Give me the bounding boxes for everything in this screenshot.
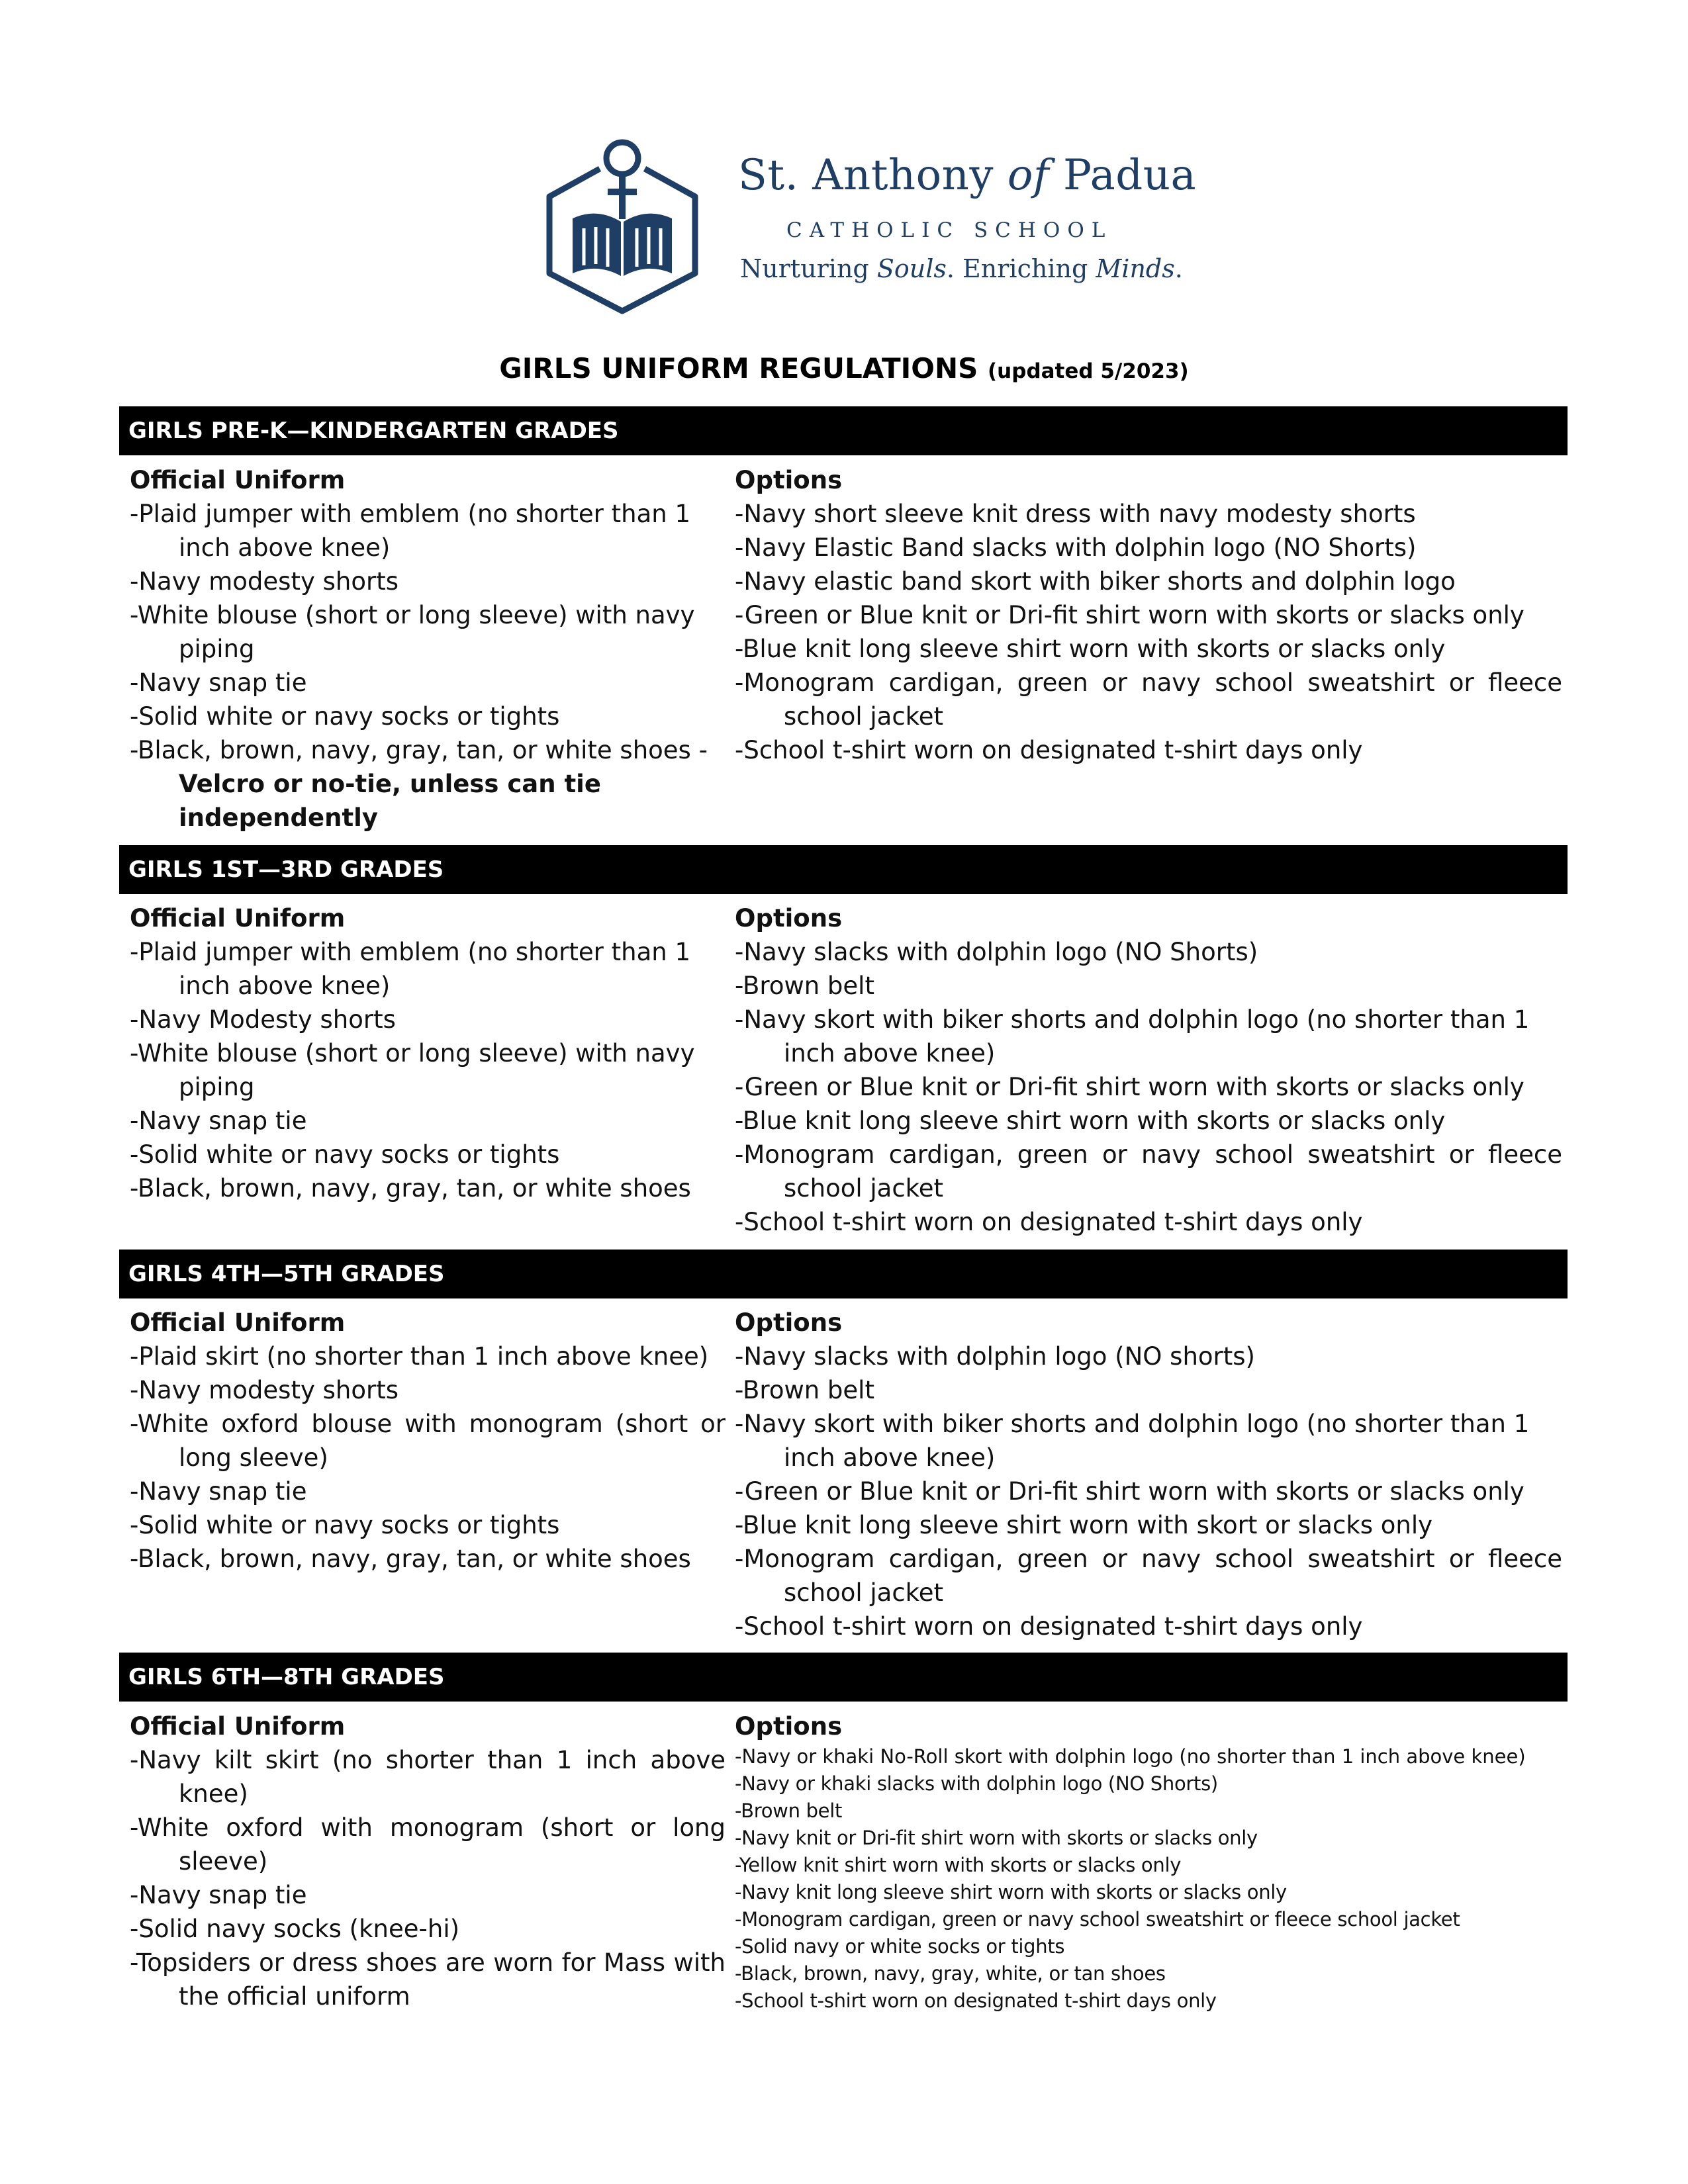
list-item: -Navy snap tie [130, 1107, 307, 1135]
list-item: -Green or Blue knit or Dri-fit shirt worn with skorts or slacks only [735, 601, 1524, 629]
list-item: -Navy knit or Dri-fit shirt worn with skorts or slacks only [735, 1827, 1258, 1849]
section-heading-1st-3rd: GIRLS 1ST—3RD GRADES [119, 845, 1568, 894]
list-item: -Black, brown, navy, gray, tan, or white shoes - Velcro or no-tie, unless can tie independently [130, 736, 708, 832]
official-uniform-heading: Official Uniform [130, 1308, 346, 1337]
list-item: -Blue knit long sleeve shirt worn with skorts or slacks only [735, 635, 1446, 663]
options-heading: Options [735, 904, 843, 933]
list-item: -Blue knit long sleeve shirt worn with skort or slacks only [735, 1511, 1433, 1539]
list-item: -Blue knit long sleeve shirt worn with skorts or slacks only [735, 1107, 1446, 1135]
list-item: -Black, brown, navy, gray, tan, or white shoes [130, 1545, 691, 1573]
list-item: -Topsiders or dress shoes are worn for Mass with the official uniform [130, 1948, 726, 2011]
options-list-4th-5th [735, 1306, 1562, 1643]
list-item: -Plaid jumper with emblem (no shorter than 1 inch above knee) [130, 500, 691, 562]
list-item: -Navy or khaki No-Roll skort with dolphin logo (no shorter than 1 inch above knee) [735, 1745, 1526, 1768]
list-item: -Navy or khaki slacks with dolphin logo (NO Shorts) [735, 1772, 1218, 1795]
list-item: -Green or Blue knit or Dri-fit shirt worn with skorts or slacks only [735, 1477, 1524, 1506]
list-item: -Green or Blue knit or Dri-fit shirt worn with skorts or slacks only [735, 1073, 1524, 1101]
options-list-prek-k [735, 463, 1562, 767]
list-item: -Navy short sleeve knit dress with navy modesty shorts [735, 500, 1416, 528]
section-heading-prek-k: GIRLS PRE-K—KINDERGARTEN GRADES [119, 406, 1568, 455]
list-item: -Monogram cardigan, green or navy school sweatshirt or fleece school jacket [735, 1140, 1562, 1203]
options-heading: Options [735, 1308, 843, 1337]
list-item: -Navy modesty shorts [130, 1376, 399, 1404]
shoe-note-bold: Velcro or no-tie, unless can tie independently [179, 770, 601, 832]
list-item: -White oxford with monogram (short or long sleeve) [130, 1813, 726, 1876]
list-item: -School t-shirt worn on designated t-shirt days only [735, 1208, 1363, 1236]
official-uniform-heading: Official Uniform [130, 1712, 346, 1741]
school-tagline: Nurturing Souls. Enriching Minds. [740, 254, 1183, 283]
school-name: St. Anthony of Padua [738, 151, 1197, 200]
list-item: -Navy slacks with dolphin logo (NO Shorts) [735, 938, 1258, 966]
list-item: -Monogram cardigan, green or navy school sweatshirt or fleece school jacket [735, 1545, 1562, 1607]
options-heading: Options [735, 466, 843, 494]
list-item: -Monogram cardigan, green or navy school sweatshirt or fleece school jacket [735, 668, 1562, 731]
list-item: -School t-shirt worn on designated t-shirt days only [735, 736, 1363, 764]
list-item: -Plaid jumper with emblem (no shorter than 1 inch above knee) [130, 938, 691, 1000]
list-item: -Navy kilt skirt (no shorter than 1 inch above knee) [130, 1746, 726, 1808]
list-item: -Navy skort with biker shorts and dolphin logo (no shorter than 1 inch above knee) [735, 1005, 1530, 1068]
list-item: -Brown belt [735, 972, 874, 1000]
list-item: -Solid white or navy socks or tights [130, 1511, 560, 1539]
list-item: -Navy snap tie [130, 1477, 307, 1506]
options-list-6th-8th [735, 1709, 1562, 2015]
list-item: -Brown belt [735, 1799, 843, 1822]
list-item: -Yellow knit shirt worn with skorts or slacks only [735, 1854, 1182, 1876]
list-item: -White oxford blouse with monogram (short or long sleeve) [130, 1410, 726, 1472]
list-item: -Navy slacks with dolphin logo (NO shorts) [735, 1342, 1255, 1371]
section-heading-4th-5th: GIRLS 4TH—5TH GRADES [119, 1250, 1568, 1298]
official-uniform-heading: Official Uniform [130, 904, 346, 933]
list-item: -White blouse (short or long sleeve) with navy piping [130, 1039, 695, 1101]
list-item: -School t-shirt worn on designated t-shirt days only [735, 1989, 1217, 2012]
list-item: -School t-shirt worn on designated t-shirt days only [735, 1612, 1363, 1641]
official-uniform-list-prek-k [130, 463, 726, 835]
official-uniform-list-4th-5th [130, 1306, 726, 1576]
list-item: -Navy skort with biker shorts and dolphin logo (no shorter than 1 inch above knee) [735, 1410, 1530, 1472]
list-item: -Solid white or navy socks or tights [130, 702, 560, 731]
list-item: -Navy elastic band skort with biker shorts and dolphin logo [735, 567, 1456, 596]
list-item: -Solid navy or white socks or tights [735, 1935, 1065, 1958]
list-item: -Navy snap tie [130, 668, 307, 697]
list-item: -Plaid skirt (no shorter than 1 inch above knee) [130, 1342, 709, 1371]
list-item: -Solid white or navy socks or tights [130, 1140, 560, 1169]
list-item: -Navy modesty shorts [130, 567, 399, 596]
list-item: -Brown belt [735, 1376, 874, 1404]
official-uniform-heading: Official Uniform [130, 466, 346, 494]
school-subtitle: CATHOLIC SCHOOL [786, 218, 1113, 242]
list-item: -Navy Modesty shorts [130, 1005, 396, 1034]
options-list-1st-3rd [735, 901, 1562, 1239]
list-item: -Black, brown, navy, gray, tan, or white shoes [130, 1174, 691, 1203]
page-title: GIRLS UNIFORM REGULATIONS (updated 5/2023) [499, 352, 1189, 385]
list-item: -Navy knit long sleeve shirt worn with skorts or slacks only [735, 1881, 1287, 1903]
official-uniform-list-1st-3rd [130, 901, 726, 1205]
list-item: -Navy Elastic Band slacks with dolphin logo (NO Shorts) [735, 533, 1417, 562]
section-heading-6th-8th: GIRLS 6TH—8TH GRADES [119, 1653, 1568, 1702]
list-item: -White blouse (short or long sleeve) with navy piping [130, 601, 695, 663]
official-uniform-list-6th-8th [130, 1709, 726, 2013]
list-item: -Solid navy socks (knee-hi) [130, 1915, 460, 1943]
list-item: -Monogram cardigan, green or navy school sweatshirt or fleece school jacket [735, 1908, 1460, 1931]
list-item: -Navy snap tie [130, 1881, 307, 1909]
options-heading: Options [735, 1712, 843, 1741]
updated-date: (updated 5/2023) [988, 359, 1189, 383]
list-item: -Black, brown, navy, gray, white, or tan shoes [735, 1962, 1166, 1985]
school-logo [543, 136, 702, 314]
